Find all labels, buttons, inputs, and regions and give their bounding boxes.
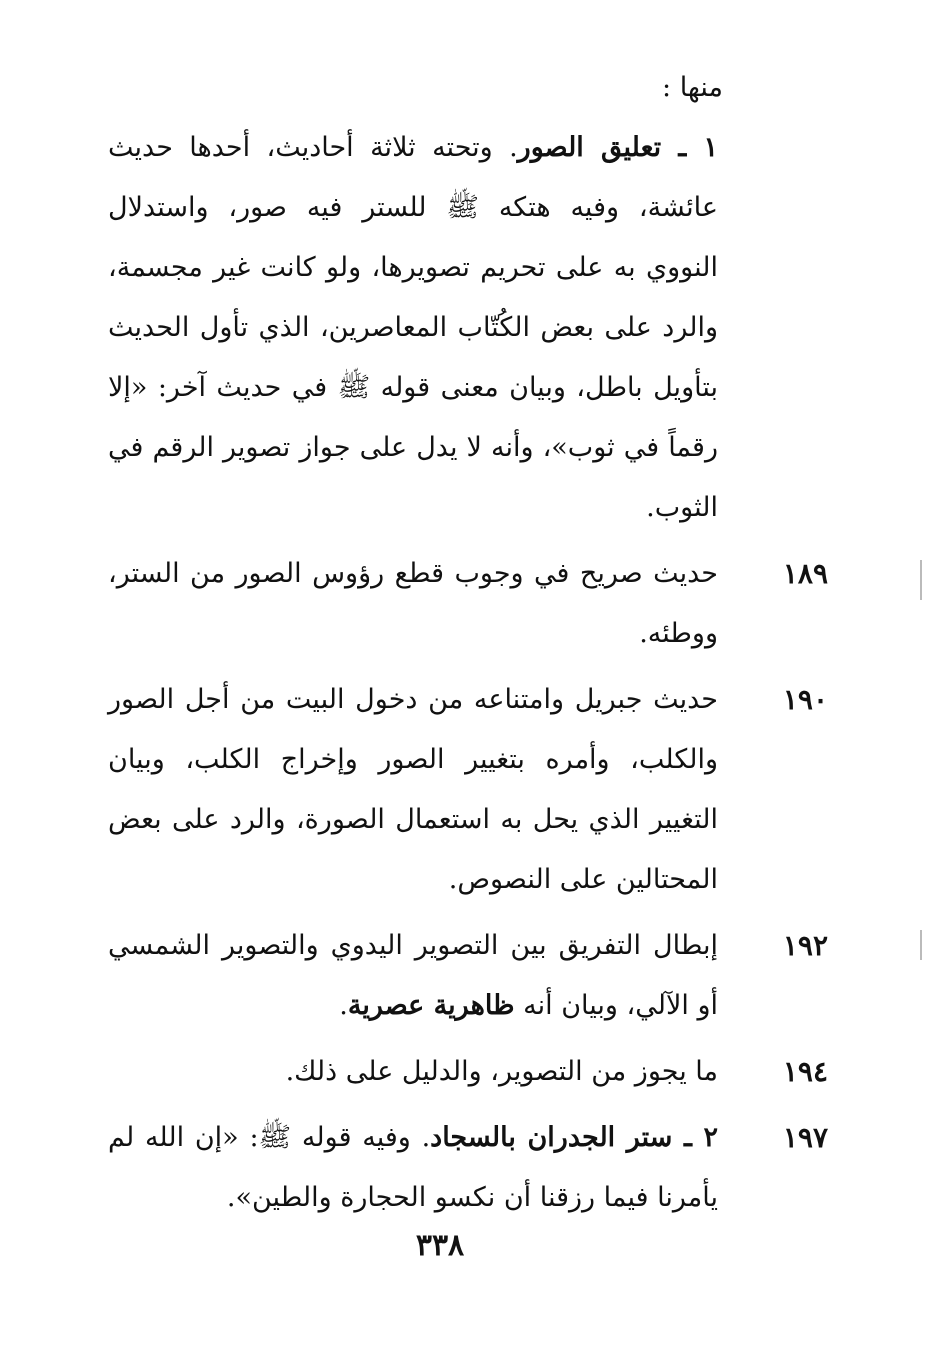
page-reference: ١٩٤ bbox=[782, 1055, 828, 1088]
page-reference: ١٩٧ bbox=[782, 1121, 828, 1154]
scan-artifact bbox=[920, 930, 922, 960]
section-2-heading: ٢ ـ ستر الجدران بالسجاد bbox=[430, 1122, 719, 1153]
index-entry-194 bbox=[108, 1042, 828, 1102]
section-1-paragraph bbox=[108, 118, 828, 538]
entry-text bbox=[108, 1108, 718, 1228]
section-1-heading: ١ ـ تعليق الصور bbox=[517, 132, 718, 163]
intro-line: منها : bbox=[662, 72, 723, 103]
section-2-text: . وفيه قوله ﷺ: «إن الله لم يأمرنا فيما رزقنا أن نكسو الحجارة والطين». bbox=[108, 1122, 718, 1213]
index-entry-197 bbox=[108, 1108, 828, 1228]
page-reference: ١٩٠ bbox=[782, 683, 828, 716]
page-reference: ١٨٩ bbox=[782, 557, 828, 590]
scan-artifact bbox=[920, 560, 922, 600]
page-number: ٣٣٨ bbox=[415, 1228, 465, 1263]
entry-text: حديث صريح في وجوب قطع رؤوس الصور من الستر، ووطئه. bbox=[108, 558, 718, 649]
entry-text-bold: ظاهرية عصرية bbox=[347, 990, 515, 1021]
entry-text: ما يجوز من التصوير، والدليل على ذلك. bbox=[285, 1056, 718, 1087]
entry-text bbox=[108, 916, 718, 1036]
index-entry-190 bbox=[108, 670, 828, 910]
entry-text-start: إبطال التفريق بين التصوير اليدوي والتصوير الشمسي أو الآلي، وبيان أنه bbox=[108, 930, 718, 1021]
index-entry-192 bbox=[108, 916, 828, 1036]
section-1-text: . وتحته ثلاثة أحاديث، أحدها حديث عائشة، وفيه هتكه ﷺ للستر فيه صور، واستدلال النووي به على تحريم تصويرها، ولو كانت غير مجسمة، والرد على بعض الكُتّاب المعاصرين، الذي تأول الحديث بتأويل باطل، وبيان معنى قوله ﷺ في حديث آخر: «إلا رقماً في ثوب»، وأنه لا يدل على جواز تصوير الرقم في الثوب. bbox=[108, 132, 718, 523]
page-reference: ١٩٢ bbox=[782, 929, 828, 962]
index-entry-189 bbox=[108, 544, 828, 664]
page-content bbox=[108, 58, 828, 1228]
entry-text: حديث جبريل وامتناعه من دخول البيت من أجل الصور والكلب، وأمره بتغيير الصور وإخراج الكلب، وبيان التغيير الذي يحل به استعمال الصورة، والرد على بعض المحتالين على النصوص. bbox=[108, 684, 718, 895]
entry-text-end: . bbox=[339, 990, 348, 1021]
